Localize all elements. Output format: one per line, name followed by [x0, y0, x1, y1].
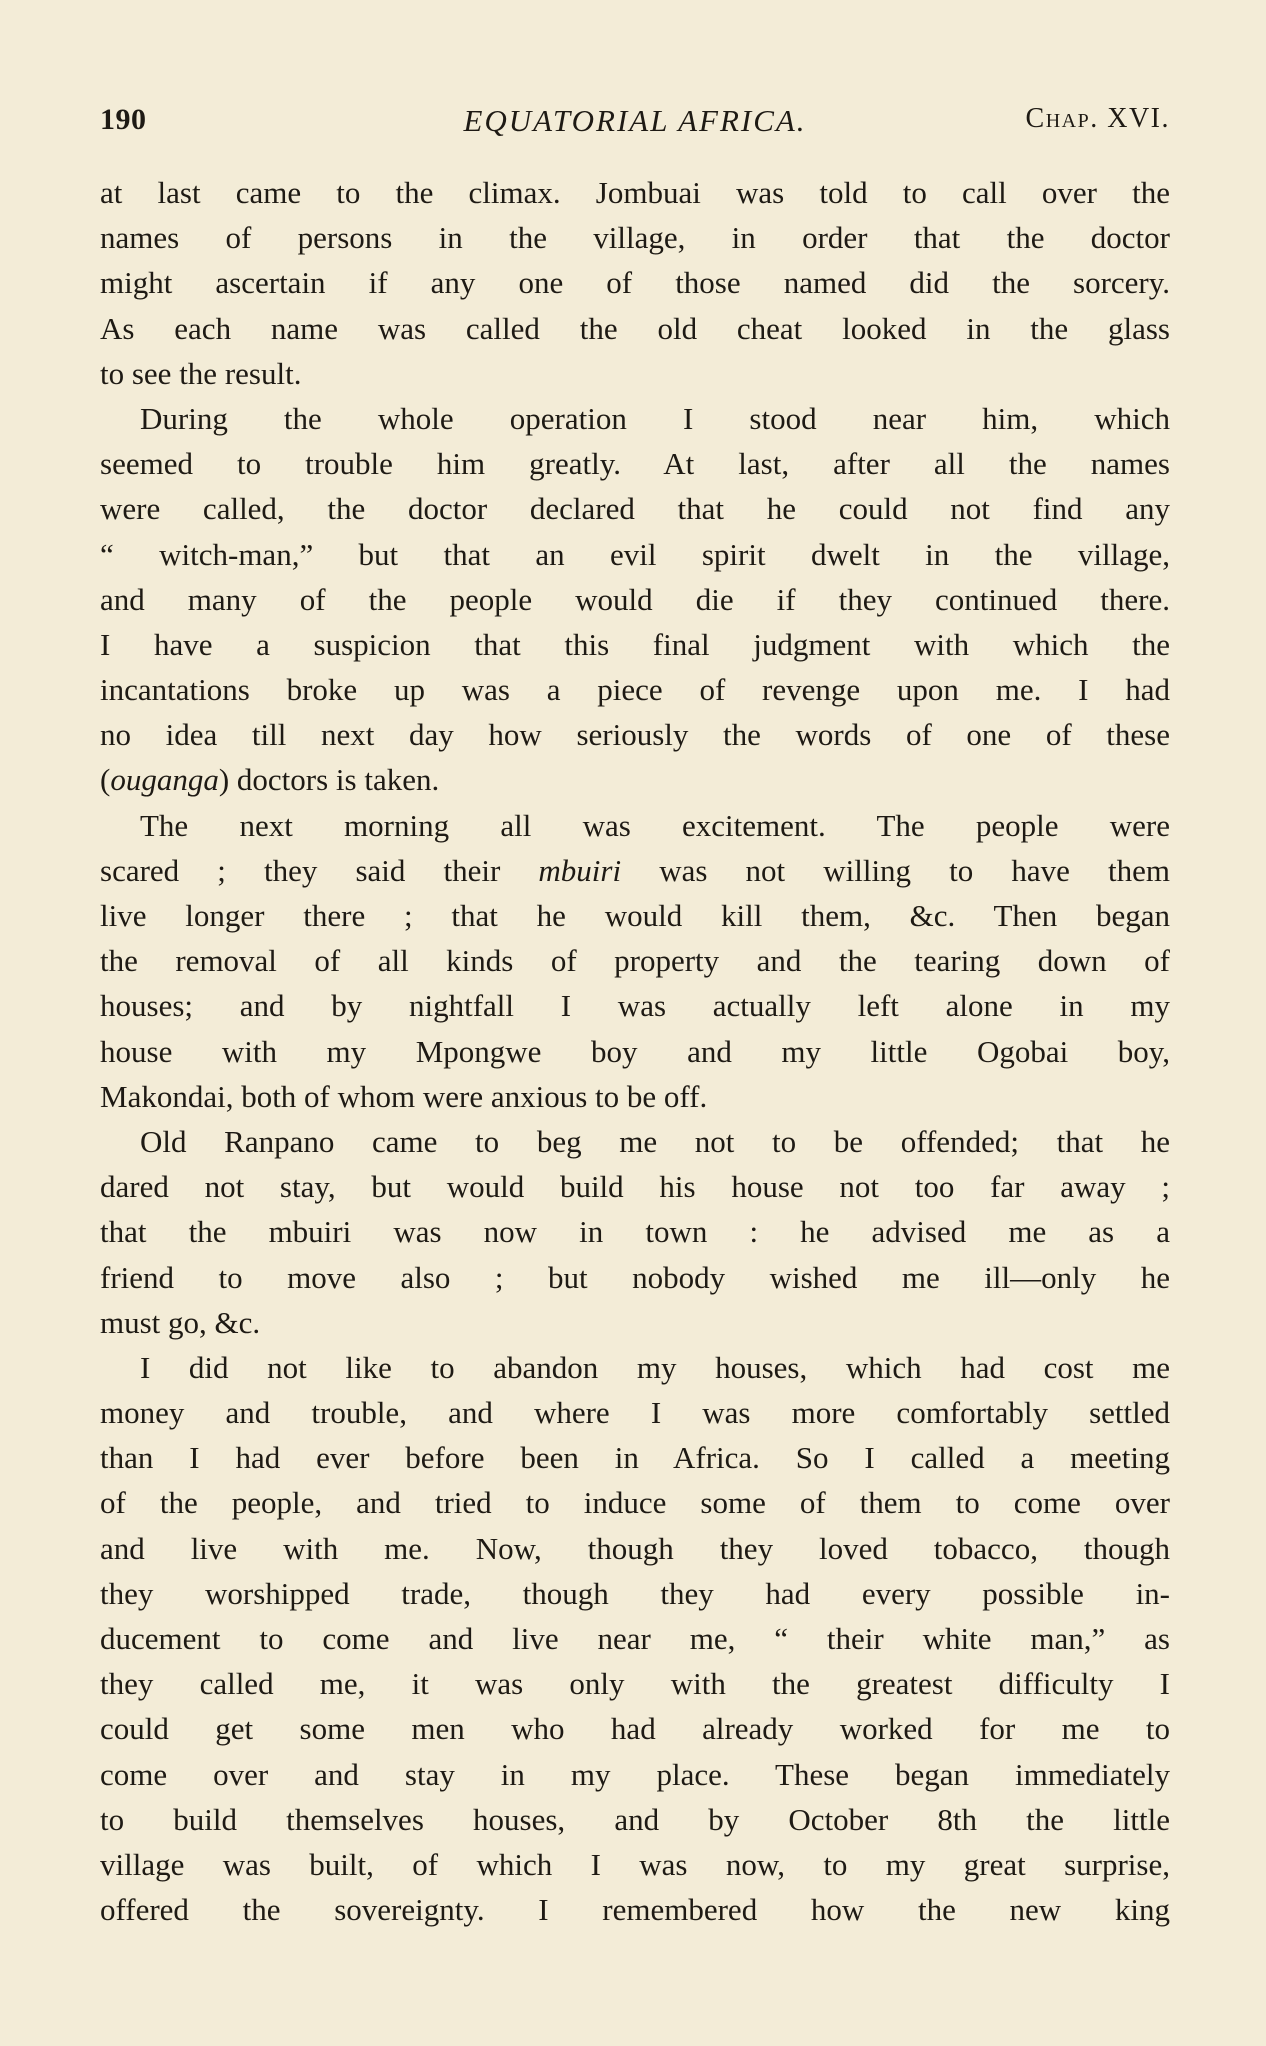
text-line: to see the result.: [100, 355, 302, 391]
text-line: they called me, it was only with the greatest difficulty I: [100, 1666, 1170, 1702]
text-line: incantations broke up was a piece of revenge upon me. I had: [100, 672, 1170, 708]
text-line: that the mbuiri was now in town : he advised me as a: [100, 1214, 1170, 1250]
text-line: than I had ever before been in Africa. So I called a meeting: [100, 1440, 1170, 1476]
text-line: were called, the doctor declared that he could not find any: [100, 491, 1170, 527]
italic-term: mbuiri: [538, 852, 622, 888]
text-line: offered the sovereignty. I remembered how the new king: [100, 1892, 1170, 1928]
text-line: could get some men who had already worked for me to: [100, 1711, 1170, 1747]
text-line: [100, 848, 1170, 893]
text-line: seemed to trouble him greatly. At last, after all the names: [100, 446, 1170, 482]
text-segment: (: [100, 762, 111, 798]
text-line: money and trouble, and where I was more comfortably settled: [100, 1395, 1170, 1431]
text-segment: scared ; they said their: [100, 852, 539, 888]
text-line: no idea till next day how seriously the words of one of these: [100, 717, 1170, 753]
text-line: village was built, of which I was now, to my great surprise,: [100, 1846, 1170, 1882]
text-line: houses; and by nightfall I was actually left alone in my: [100, 988, 1170, 1024]
text-line: and live with me. Now, though they loved tobacco, though: [100, 1530, 1170, 1566]
text-line: ducement to come and live near me, “ their white man,” as: [100, 1621, 1170, 1656]
body-text: [100, 170, 1170, 1932]
italic-term: ouganga: [110, 762, 219, 798]
text-line: they worshipped trade, though they had every possible in-: [100, 1575, 1170, 1611]
text-segment: was not willing to have them: [621, 852, 1170, 888]
text-line: of the people, and tried to induce some of them to come over: [100, 1485, 1170, 1521]
text-segment: ) doctors is taken.: [218, 762, 440, 798]
text-line: might ascertain if any one of those named did the sorcery.: [100, 265, 1170, 301]
text-line: must go, &c.: [100, 1304, 261, 1340]
page-number: 190: [100, 103, 147, 136]
text-line: house with my Mpongwe boy and my little Ogobai boy,: [100, 1033, 1170, 1069]
text-line: dared not stay, but would build his house not too far away ;: [100, 1169, 1170, 1205]
text-line: live longer there ; that he would kill them, &c. Then began: [100, 898, 1170, 933]
text-line: come over and stay in my place. These began immediately: [100, 1756, 1170, 1792]
text-line: Old Ranpano came to beg me not to be offended; that he: [140, 1123, 1170, 1159]
text-line: [100, 757, 1170, 802]
text-line: I have a suspicion that this final judgment with which the: [100, 626, 1170, 662]
running-title: EQUATORIAL AFRICA.: [463, 103, 807, 138]
page-header: [100, 103, 1170, 143]
text-line: During the whole operation I stood near him, which: [140, 400, 1170, 436]
text-line: friend to move also ; but nobody wished me ill—only he: [100, 1259, 1170, 1295]
text-line: Makondai, both of whom were anxious to be off.: [100, 1078, 708, 1114]
text-line: the removal of all kinds of property and the tearing down of: [100, 943, 1170, 979]
text-line: and many of the people would die if they continued there.: [100, 581, 1170, 617]
text-line: The next morning all was excitement. The people were: [140, 807, 1170, 843]
text-line: As each name was called the old cheat looked in the glass: [100, 310, 1170, 346]
text-line: I did not like to abandon my houses, which had cost me: [140, 1349, 1170, 1385]
text-line: at last came to the climax. Jombuai was told to call over the: [100, 175, 1170, 210]
text-line: names of persons in the village, in order that the doctor: [100, 220, 1170, 256]
chapter-reference: Chap. XVI.: [1025, 103, 1170, 134]
text-line: “ witch-man,” but that an evil spirit dwelt in the village,: [100, 536, 1170, 572]
text-line: to build themselves houses, and by October 8th the little: [100, 1801, 1170, 1837]
